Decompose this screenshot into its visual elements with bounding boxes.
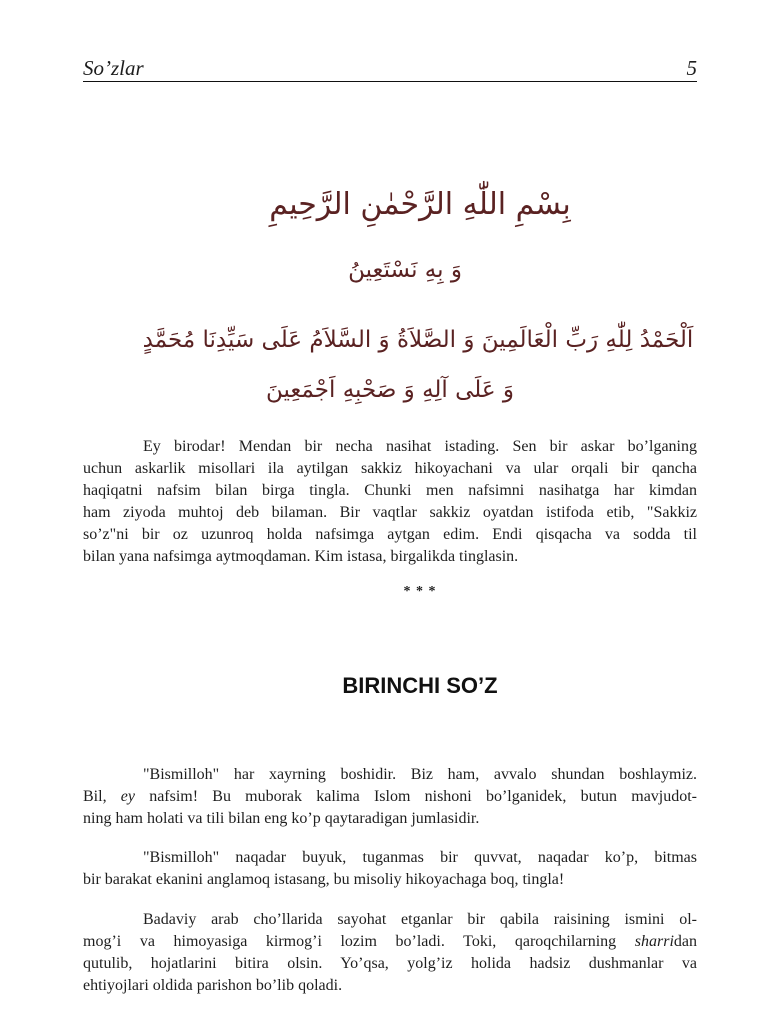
header-title: So’zlar [83, 56, 144, 80]
paragraph-3 [83, 909, 697, 997]
text-line: so’z"ni bir oz uzunroq holda nafsimga aytgan edim. Endi qisqacha va sodda til [83, 526, 697, 543]
italic-segment: sharri [634, 933, 674, 950]
text-line: Badaviy arab cho’llarida sayohat etganlar bir qabila raisining ismini ol- [143, 911, 697, 928]
page-number: 5 [686, 56, 697, 80]
running-header [83, 54, 697, 82]
text-line: ham ziyoda muhtoj deb bilaman. Bir vaqtlar sakkiz oyatdan istifoda etib, "Sakkiz [83, 504, 697, 521]
italic-segment: ey [120, 788, 135, 805]
text-line: ning ham holati va tili bilan eng ko’p qaytaradigan jumlasidir. [83, 810, 480, 827]
text-line: ehtiyojlari oldida parishon bo’lib qoladi. [83, 977, 343, 994]
arabic-basmala: بِسْمِ اللّٰهِ الرَّحْمٰنِ الرَّحِيمِ [269, 187, 571, 222]
text-line: haqiqatni nafsim bilan birga tingla. Chunki men nafsimni nasihatga har kimdan [83, 482, 697, 499]
text-line [83, 786, 697, 808]
text-line: Ey birodar! Mendan bir necha nasihat istading. Sen bir askar bo’lganing [143, 438, 697, 455]
text-line: bir barakat ekanini anglamoq istasang, bu misoliy hikoyachaga boq, tingla! [83, 871, 565, 888]
text-line: "Bismilloh" naqadar buyuk, tuganmas bir quvvat, naqadar ko’p, bitmas [143, 849, 697, 866]
arabic-line-3: اَلْحَمْدُ لِلّٰهِ رَبِّ الْعَالَمِينَ وَ الصَّلاَةُ وَ السَّلاَمُ عَلَى سَيِّدِنَا مُحَمَّدٍ [142, 327, 694, 353]
text-line: bilan yana nafsimga aytmoqdaman. Kim istasa, birgalikda tinglasin. [83, 548, 519, 565]
chapter-title: BIRINCHI SO’Z [342, 673, 498, 698]
paragraph-1 [83, 764, 697, 830]
text-line: "Bismilloh" har xayrning boshidir. Biz ham, avvalo shundan boshlaymiz. [143, 766, 697, 783]
intro-paragraph [83, 436, 697, 568]
text-line: uchun askarlik misollari ila aytilgan sakkiz hikoyachani va ular orqali bir qancha [83, 460, 697, 477]
text-segment: mog’i va himoyasiga kirmog’i lozim bo’ladi. Toki, qaroqchilarning [83, 933, 635, 950]
text-line: qutulib, hojatlarini bitira olsin. Yo’qsa, yolg’iz holida hadsiz dushmanlar va [83, 955, 697, 972]
text-segment: nafsim! Bu muborak kalima Islom nishoni bo’lganidek, butun mavjudot- [134, 788, 698, 805]
paragraph-2 [83, 847, 697, 891]
arabic-line-2: وَ بِهِ نَسْتَعِينُ [348, 257, 462, 283]
text-segment: dan [673, 933, 697, 950]
text-segment: Bil, [83, 788, 121, 805]
section-separator: * * * [403, 584, 437, 599]
text-line [83, 931, 697, 953]
arabic-line-4: وَ عَلَى آلِهِ وَ صَحْبِهِ اَجْمَعِينَ [265, 377, 515, 403]
